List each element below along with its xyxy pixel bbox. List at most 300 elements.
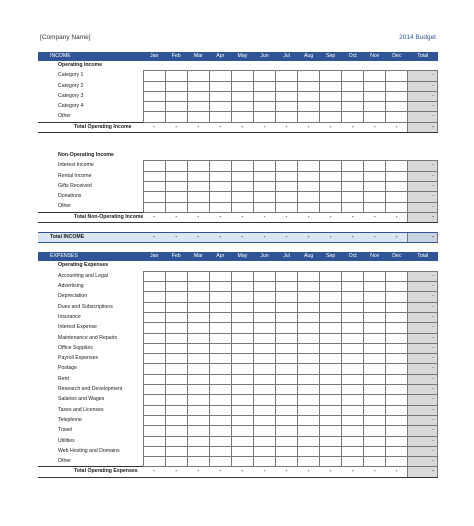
input-cell-jul[interactable] (276, 446, 298, 456)
input-cell-aug[interactable] (298, 395, 320, 405)
input-cell-jan[interactable] (143, 161, 165, 171)
input-cell-apr[interactable] (209, 271, 231, 281)
input-cell-feb[interactable] (165, 292, 187, 302)
input-cell-oct[interactable] (342, 426, 364, 436)
input-cell-dec[interactable] (386, 312, 408, 322)
input-cell-oct[interactable] (342, 81, 364, 91)
input-cell-jan[interactable] (143, 302, 165, 312)
input-cell-sep[interactable] (320, 302, 342, 312)
input-cell-apr[interactable] (209, 446, 231, 456)
input-cell-jul[interactable] (276, 81, 298, 91)
input-cell-oct[interactable] (342, 385, 364, 395)
input-cell-dec[interactable] (386, 364, 408, 374)
input-cell-sep[interactable] (320, 192, 342, 202)
input-cell-jan[interactable] (143, 426, 165, 436)
input-cell-jan[interactable] (143, 436, 165, 446)
input-cell-may[interactable] (231, 395, 253, 405)
input-cell-nov[interactable] (364, 302, 386, 312)
input-cell-jul[interactable] (276, 91, 298, 101)
input-cell-sep[interactable] (320, 395, 342, 405)
input-cell-apr[interactable] (209, 333, 231, 343)
input-cell-jul[interactable] (276, 364, 298, 374)
input-cell-oct[interactable] (342, 374, 364, 384)
input-cell-nov[interactable] (364, 333, 386, 343)
input-cell-apr[interactable] (209, 364, 231, 374)
input-cell-apr[interactable] (209, 374, 231, 384)
input-cell-mar[interactable] (187, 81, 209, 91)
input-cell-nov[interactable] (364, 161, 386, 171)
input-cell-nov[interactable] (364, 282, 386, 292)
input-cell-may[interactable] (231, 181, 253, 191)
input-cell-sep[interactable] (320, 181, 342, 191)
input-cell-jan[interactable] (143, 405, 165, 415)
input-cell-jan[interactable] (143, 354, 165, 364)
input-cell-apr[interactable] (209, 102, 231, 112)
input-cell-nov[interactable] (364, 192, 386, 202)
input-cell-jan[interactable] (143, 457, 165, 467)
input-cell-feb[interactable] (165, 71, 187, 81)
input-cell-oct[interactable] (342, 91, 364, 101)
input-cell-apr[interactable] (209, 426, 231, 436)
input-cell-apr[interactable] (209, 395, 231, 405)
input-cell-oct[interactable] (342, 312, 364, 322)
input-cell-sep[interactable] (320, 102, 342, 112)
input-cell-feb[interactable] (165, 323, 187, 333)
input-cell-aug[interactable] (298, 302, 320, 312)
input-cell-oct[interactable] (342, 343, 364, 353)
input-cell-apr[interactable] (209, 91, 231, 101)
input-cell-feb[interactable] (165, 405, 187, 415)
input-cell-sep[interactable] (320, 112, 342, 122)
input-cell-aug[interactable] (298, 312, 320, 322)
input-cell-jun[interactable] (253, 405, 275, 415)
input-cell-jun[interactable] (253, 81, 275, 91)
input-cell-apr[interactable] (209, 81, 231, 91)
input-cell-sep[interactable] (320, 343, 342, 353)
input-cell-apr[interactable] (209, 405, 231, 415)
input-cell-jul[interactable] (276, 436, 298, 446)
input-cell-apr[interactable] (209, 415, 231, 425)
input-cell-nov[interactable] (364, 181, 386, 191)
input-cell-oct[interactable] (342, 333, 364, 343)
input-cell-jan[interactable] (143, 71, 165, 81)
input-cell-dec[interactable] (386, 282, 408, 292)
input-cell-mar[interactable] (187, 364, 209, 374)
input-cell-nov[interactable] (364, 292, 386, 302)
input-cell-jul[interactable] (276, 161, 298, 171)
input-cell-jun[interactable] (253, 343, 275, 353)
input-cell-jan[interactable] (143, 385, 165, 395)
input-cell-dec[interactable] (386, 436, 408, 446)
input-cell-mar[interactable] (187, 171, 209, 181)
input-cell-jan[interactable] (143, 271, 165, 281)
input-cell-may[interactable] (231, 323, 253, 333)
input-cell-feb[interactable] (165, 364, 187, 374)
input-cell-jul[interactable] (276, 333, 298, 343)
input-cell-may[interactable] (231, 405, 253, 415)
input-cell-mar[interactable] (187, 271, 209, 281)
input-cell-feb[interactable] (165, 374, 187, 384)
input-cell-nov[interactable] (364, 91, 386, 101)
input-cell-may[interactable] (231, 457, 253, 467)
input-cell-aug[interactable] (298, 457, 320, 467)
input-cell-jun[interactable] (253, 312, 275, 322)
input-cell-jul[interactable] (276, 282, 298, 292)
input-cell-jan[interactable] (143, 171, 165, 181)
input-cell-jan[interactable] (143, 395, 165, 405)
input-cell-aug[interactable] (298, 102, 320, 112)
input-cell-feb[interactable] (165, 436, 187, 446)
input-cell-feb[interactable] (165, 81, 187, 91)
input-cell-dec[interactable] (386, 171, 408, 181)
input-cell-dec[interactable] (386, 112, 408, 122)
input-cell-jan[interactable] (143, 364, 165, 374)
input-cell-jan[interactable] (143, 91, 165, 101)
input-cell-apr[interactable] (209, 112, 231, 122)
input-cell-mar[interactable] (187, 282, 209, 292)
input-cell-jul[interactable] (276, 302, 298, 312)
input-cell-oct[interactable] (342, 446, 364, 456)
input-cell-jun[interactable] (253, 171, 275, 181)
input-cell-nov[interactable] (364, 102, 386, 112)
input-cell-jan[interactable] (143, 181, 165, 191)
input-cell-aug[interactable] (298, 446, 320, 456)
input-cell-feb[interactable] (165, 333, 187, 343)
input-cell-may[interactable] (231, 81, 253, 91)
input-cell-jul[interactable] (276, 385, 298, 395)
input-cell-jul[interactable] (276, 374, 298, 384)
input-cell-feb[interactable] (165, 171, 187, 181)
input-cell-jul[interactable] (276, 343, 298, 353)
input-cell-may[interactable] (231, 385, 253, 395)
input-cell-nov[interactable] (364, 395, 386, 405)
input-cell-oct[interactable] (342, 415, 364, 425)
input-cell-aug[interactable] (298, 323, 320, 333)
input-cell-sep[interactable] (320, 385, 342, 395)
input-cell-apr[interactable] (209, 282, 231, 292)
input-cell-oct[interactable] (342, 171, 364, 181)
input-cell-may[interactable] (231, 282, 253, 292)
input-cell-feb[interactable] (165, 446, 187, 456)
input-cell-apr[interactable] (209, 323, 231, 333)
input-cell-jan[interactable] (143, 112, 165, 122)
input-cell-jun[interactable] (253, 282, 275, 292)
input-cell-feb[interactable] (165, 457, 187, 467)
input-cell-oct[interactable] (342, 181, 364, 191)
input-cell-oct[interactable] (342, 102, 364, 112)
input-cell-oct[interactable] (342, 192, 364, 202)
input-cell-nov[interactable] (364, 323, 386, 333)
input-cell-may[interactable] (231, 271, 253, 281)
input-cell-oct[interactable] (342, 436, 364, 446)
input-cell-apr[interactable] (209, 436, 231, 446)
input-cell-jul[interactable] (276, 426, 298, 436)
input-cell-jun[interactable] (253, 415, 275, 425)
input-cell-jul[interactable] (276, 271, 298, 281)
input-cell-sep[interactable] (320, 457, 342, 467)
input-cell-dec[interactable] (386, 91, 408, 101)
input-cell-sep[interactable] (320, 312, 342, 322)
input-cell-aug[interactable] (298, 81, 320, 91)
input-cell-apr[interactable] (209, 312, 231, 322)
input-cell-mar[interactable] (187, 323, 209, 333)
input-cell-apr[interactable] (209, 292, 231, 302)
input-cell-nov[interactable] (364, 364, 386, 374)
input-cell-may[interactable] (231, 192, 253, 202)
input-cell-nov[interactable] (364, 415, 386, 425)
input-cell-feb[interactable] (165, 385, 187, 395)
input-cell-oct[interactable] (342, 323, 364, 333)
input-cell-apr[interactable] (209, 343, 231, 353)
input-cell-jul[interactable] (276, 71, 298, 81)
input-cell-aug[interactable] (298, 112, 320, 122)
input-cell-jun[interactable] (253, 395, 275, 405)
input-cell-mar[interactable] (187, 181, 209, 191)
input-cell-dec[interactable] (386, 354, 408, 364)
company-name[interactable]: [Company Name] (40, 34, 91, 41)
input-cell-jul[interactable] (276, 457, 298, 467)
input-cell-dec[interactable] (386, 181, 408, 191)
input-cell-dec[interactable] (386, 192, 408, 202)
input-cell-may[interactable] (231, 333, 253, 343)
input-cell-apr[interactable] (209, 457, 231, 467)
input-cell-mar[interactable] (187, 354, 209, 364)
input-cell-jun[interactable] (253, 323, 275, 333)
input-cell-apr[interactable] (209, 192, 231, 202)
input-cell-may[interactable] (231, 71, 253, 81)
input-cell-nov[interactable] (364, 112, 386, 122)
input-cell-jun[interactable] (253, 192, 275, 202)
input-cell-feb[interactable] (165, 202, 187, 212)
input-cell-feb[interactable] (165, 192, 187, 202)
input-cell-jun[interactable] (253, 202, 275, 212)
input-cell-may[interactable] (231, 102, 253, 112)
input-cell-feb[interactable] (165, 161, 187, 171)
input-cell-aug[interactable] (298, 202, 320, 212)
input-cell-jul[interactable] (276, 405, 298, 415)
input-cell-jun[interactable] (253, 364, 275, 374)
input-cell-may[interactable] (231, 415, 253, 425)
input-cell-aug[interactable] (298, 374, 320, 384)
input-cell-dec[interactable] (386, 415, 408, 425)
input-cell-sep[interactable] (320, 282, 342, 292)
input-cell-jan[interactable] (143, 202, 165, 212)
input-cell-aug[interactable] (298, 343, 320, 353)
input-cell-nov[interactable] (364, 446, 386, 456)
input-cell-feb[interactable] (165, 282, 187, 292)
input-cell-jun[interactable] (253, 71, 275, 81)
input-cell-apr[interactable] (209, 161, 231, 171)
input-cell-aug[interactable] (298, 171, 320, 181)
input-cell-jul[interactable] (276, 192, 298, 202)
input-cell-sep[interactable] (320, 91, 342, 101)
input-cell-dec[interactable] (386, 446, 408, 456)
input-cell-aug[interactable] (298, 181, 320, 191)
input-cell-aug[interactable] (298, 161, 320, 171)
input-cell-aug[interactable] (298, 436, 320, 446)
input-cell-dec[interactable] (386, 385, 408, 395)
input-cell-may[interactable] (231, 292, 253, 302)
input-cell-may[interactable] (231, 202, 253, 212)
input-cell-may[interactable] (231, 364, 253, 374)
input-cell-jun[interactable] (253, 91, 275, 101)
input-cell-jul[interactable] (276, 395, 298, 405)
input-cell-apr[interactable] (209, 202, 231, 212)
input-cell-mar[interactable] (187, 457, 209, 467)
input-cell-jan[interactable] (143, 312, 165, 322)
input-cell-aug[interactable] (298, 364, 320, 374)
input-cell-jan[interactable] (143, 415, 165, 425)
input-cell-sep[interactable] (320, 292, 342, 302)
input-cell-jul[interactable] (276, 112, 298, 122)
input-cell-sep[interactable] (320, 364, 342, 374)
input-cell-dec[interactable] (386, 202, 408, 212)
input-cell-oct[interactable] (342, 292, 364, 302)
input-cell-nov[interactable] (364, 312, 386, 322)
input-cell-dec[interactable] (386, 395, 408, 405)
input-cell-oct[interactable] (342, 161, 364, 171)
input-cell-mar[interactable] (187, 112, 209, 122)
input-cell-jun[interactable] (253, 385, 275, 395)
input-cell-apr[interactable] (209, 71, 231, 81)
input-cell-may[interactable] (231, 91, 253, 101)
input-cell-jun[interactable] (253, 161, 275, 171)
input-cell-sep[interactable] (320, 81, 342, 91)
input-cell-nov[interactable] (364, 71, 386, 81)
input-cell-may[interactable] (231, 302, 253, 312)
input-cell-may[interactable] (231, 354, 253, 364)
input-cell-apr[interactable] (209, 302, 231, 312)
input-cell-jul[interactable] (276, 354, 298, 364)
input-cell-jun[interactable] (253, 112, 275, 122)
input-cell-aug[interactable] (298, 282, 320, 292)
input-cell-feb[interactable] (165, 302, 187, 312)
input-cell-feb[interactable] (165, 343, 187, 353)
input-cell-oct[interactable] (342, 302, 364, 312)
input-cell-feb[interactable] (165, 91, 187, 101)
input-cell-nov[interactable] (364, 457, 386, 467)
input-cell-jul[interactable] (276, 292, 298, 302)
input-cell-jan[interactable] (143, 374, 165, 384)
input-cell-nov[interactable] (364, 426, 386, 436)
input-cell-may[interactable] (231, 161, 253, 171)
input-cell-jul[interactable] (276, 181, 298, 191)
input-cell-oct[interactable] (342, 202, 364, 212)
input-cell-jun[interactable] (253, 354, 275, 364)
input-cell-sep[interactable] (320, 171, 342, 181)
input-cell-mar[interactable] (187, 343, 209, 353)
input-cell-nov[interactable] (364, 405, 386, 415)
input-cell-dec[interactable] (386, 71, 408, 81)
input-cell-mar[interactable] (187, 202, 209, 212)
input-cell-may[interactable] (231, 426, 253, 436)
input-cell-oct[interactable] (342, 354, 364, 364)
input-cell-jan[interactable] (143, 282, 165, 292)
input-cell-mar[interactable] (187, 436, 209, 446)
input-cell-jul[interactable] (276, 202, 298, 212)
input-cell-jun[interactable] (253, 426, 275, 436)
input-cell-sep[interactable] (320, 333, 342, 343)
input-cell-jan[interactable] (143, 192, 165, 202)
input-cell-may[interactable] (231, 436, 253, 446)
input-cell-dec[interactable] (386, 102, 408, 112)
input-cell-oct[interactable] (342, 405, 364, 415)
input-cell-nov[interactable] (364, 271, 386, 281)
input-cell-feb[interactable] (165, 271, 187, 281)
input-cell-jan[interactable] (143, 81, 165, 91)
input-cell-sep[interactable] (320, 354, 342, 364)
input-cell-mar[interactable] (187, 333, 209, 343)
input-cell-sep[interactable] (320, 436, 342, 446)
input-cell-aug[interactable] (298, 292, 320, 302)
input-cell-feb[interactable] (165, 426, 187, 436)
input-cell-dec[interactable] (386, 271, 408, 281)
input-cell-mar[interactable] (187, 71, 209, 81)
input-cell-aug[interactable] (298, 333, 320, 343)
input-cell-jun[interactable] (253, 102, 275, 112)
input-cell-mar[interactable] (187, 192, 209, 202)
input-cell-mar[interactable] (187, 415, 209, 425)
input-cell-sep[interactable] (320, 71, 342, 81)
input-cell-dec[interactable] (386, 81, 408, 91)
input-cell-nov[interactable] (364, 171, 386, 181)
input-cell-nov[interactable] (364, 385, 386, 395)
input-cell-jun[interactable] (253, 457, 275, 467)
input-cell-jun[interactable] (253, 436, 275, 446)
input-cell-feb[interactable] (165, 181, 187, 191)
input-cell-jul[interactable] (276, 312, 298, 322)
input-cell-apr[interactable] (209, 385, 231, 395)
input-cell-mar[interactable] (187, 91, 209, 101)
input-cell-aug[interactable] (298, 415, 320, 425)
input-cell-jan[interactable] (143, 102, 165, 112)
input-cell-aug[interactable] (298, 426, 320, 436)
input-cell-dec[interactable] (386, 302, 408, 312)
input-cell-feb[interactable] (165, 354, 187, 364)
input-cell-mar[interactable] (187, 292, 209, 302)
input-cell-sep[interactable] (320, 374, 342, 384)
input-cell-mar[interactable] (187, 161, 209, 171)
input-cell-jun[interactable] (253, 333, 275, 343)
input-cell-mar[interactable] (187, 302, 209, 312)
input-cell-feb[interactable] (165, 395, 187, 405)
input-cell-nov[interactable] (364, 202, 386, 212)
input-cell-sep[interactable] (320, 271, 342, 281)
input-cell-may[interactable] (231, 312, 253, 322)
input-cell-may[interactable] (231, 374, 253, 384)
input-cell-mar[interactable] (187, 102, 209, 112)
input-cell-dec[interactable] (386, 405, 408, 415)
input-cell-nov[interactable] (364, 343, 386, 353)
input-cell-jun[interactable] (253, 292, 275, 302)
input-cell-jun[interactable] (253, 302, 275, 312)
input-cell-oct[interactable] (342, 364, 364, 374)
input-cell-aug[interactable] (298, 71, 320, 81)
input-cell-aug[interactable] (298, 271, 320, 281)
input-cell-dec[interactable] (386, 292, 408, 302)
input-cell-oct[interactable] (342, 457, 364, 467)
input-cell-dec[interactable] (386, 343, 408, 353)
input-cell-aug[interactable] (298, 91, 320, 101)
input-cell-sep[interactable] (320, 426, 342, 436)
input-cell-oct[interactable] (342, 395, 364, 405)
input-cell-mar[interactable] (187, 395, 209, 405)
input-cell-jun[interactable] (253, 181, 275, 191)
input-cell-dec[interactable] (386, 426, 408, 436)
input-cell-nov[interactable] (364, 354, 386, 364)
input-cell-nov[interactable] (364, 374, 386, 384)
input-cell-feb[interactable] (165, 312, 187, 322)
